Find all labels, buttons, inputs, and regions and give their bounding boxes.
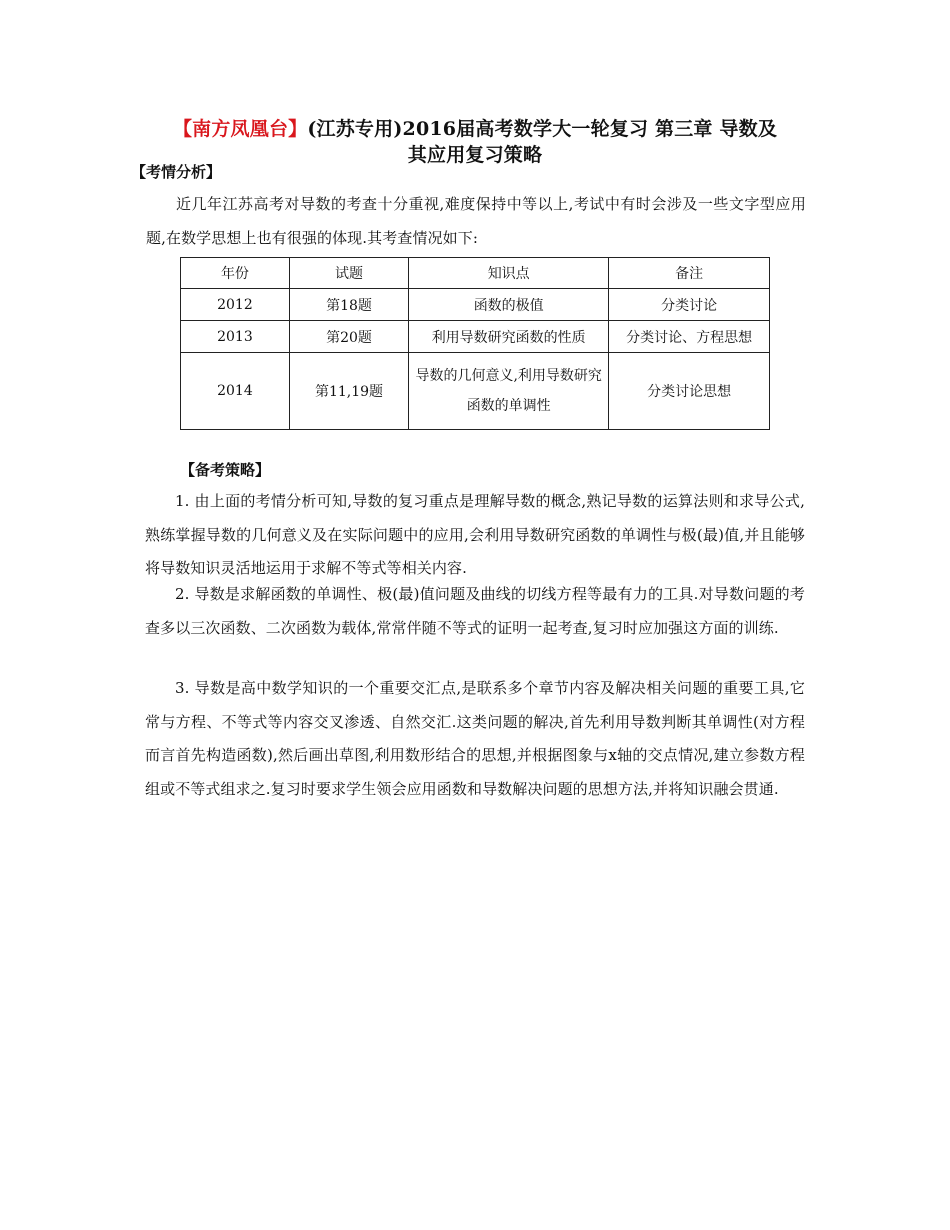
table-cell-topic: 函数的极值 — [409, 289, 609, 321]
table-cell-note: 分类讨论思想 — [609, 353, 770, 430]
section-heading-analysis: 【考情分析】 — [131, 163, 222, 181]
document-title-line-2: 其应用复习策略 — [407, 144, 543, 166]
table-cell-topic: 导数的几何意义,利用导数研究函数的单调性 — [409, 353, 609, 430]
table-cell-year: 2014 — [181, 353, 290, 430]
table-header-cell: 试题 — [289, 258, 408, 289]
table-cell-question: 第20题 — [289, 321, 408, 353]
table-cell-topic: 利用导数研究函数的性质 — [409, 321, 609, 353]
exam-analysis-table — [180, 257, 770, 430]
section-heading-strategy: 【备考策略】 — [180, 461, 271, 479]
document-title-line-1 — [120, 116, 830, 142]
strategy-item-3: 3. 导数是高中数学知识的一个重要交汇点,是联系多个章节内容及解决相关问题的重要工具,它常与方程、不等式等内容交叉渗透、自然交汇.这类问题的解决,首先利用导数判断其单调性(对方程而言首先构造函数),然后画出草图,利用数形结合的思想,并根据图象与x轴的交点情况,建立参数方程组或不等式组求之.复习时要求学生领会应用函数和导数解决问题的思想方法,并将知识融会贯通. — [145, 679, 805, 798]
intro-paragraph: 近几年江苏高考对导数的考查十分重视,难度保持中等以上,考试中有时会涉及一些文字型应用题,在数学思想上也有很强的体现.其考查情况如下: — [146, 195, 806, 247]
table-row — [181, 289, 770, 321]
table-header-cell: 备注 — [609, 258, 770, 289]
strategy-item-1: 1. 由上面的考情分析可知,导数的复习重点是理解导数的概念,熟记导数的运算法则和求导公式,熟练掌握导数的几何意义及在实际问题中的应用,会利用导数研究函数的单调性与极(最)值,并且能够将导数知识灵活地运用于求解不等式等相关内容. — [145, 492, 805, 577]
table-cell-question: 第11,19题 — [289, 353, 408, 430]
table-header-row — [181, 258, 770, 289]
table-cell-year: 2012 — [181, 289, 290, 321]
brand-label: 【南方凤凰台】 — [172, 118, 308, 140]
table-cell-note: 分类讨论 — [609, 289, 770, 321]
table-row — [181, 321, 770, 353]
table-cell-year: 2013 — [181, 321, 290, 353]
table-header-cell: 知识点 — [409, 258, 609, 289]
title-text: (江苏专用)2016届高考数学大一轮复习 第三章 导数及 — [307, 118, 778, 140]
table-header-cell: 年份 — [181, 258, 290, 289]
strategy-item-2: 2. 导数是求解函数的单调性、极(最)值问题及曲线的切线方程等最有力的工具.对导数问题的考查多以三次函数、二次函数为载体,常常伴随不等式的证明一起考查,复习时应加强这方面的训练. — [145, 585, 805, 637]
table-row — [181, 353, 770, 430]
table-cell-note: 分类讨论、方程思想 — [609, 321, 770, 353]
table-cell-question: 第18题 — [289, 289, 408, 321]
